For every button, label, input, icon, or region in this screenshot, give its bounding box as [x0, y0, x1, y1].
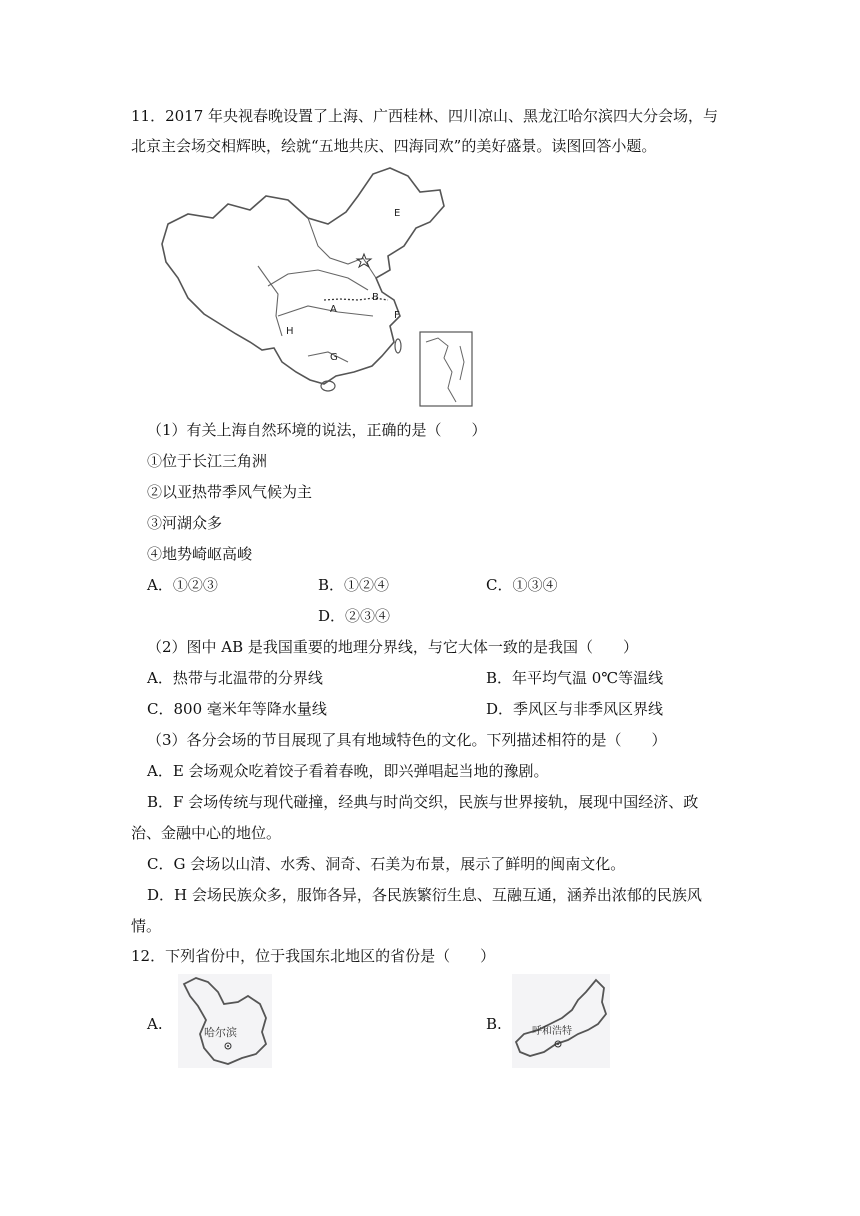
- boundary-line: [308, 352, 348, 362]
- china-map-figure: [158, 166, 478, 410]
- q11-sub1-item2: ②以亚热带季风气候为主: [147, 483, 313, 501]
- q11-sub2-option-d: D．季风区与非季风区界线: [486, 700, 664, 718]
- q11-sub3-option-b-line1: B．F 会场传统与现代碰撞，经典与时尚交织，民族与世界接轨，展现中国经济、政: [147, 793, 699, 811]
- map-label-a: A: [330, 304, 337, 315]
- map-label-e: E: [394, 208, 401, 219]
- south-china-sea-inset: [420, 332, 472, 406]
- q11-sub2-option-a: A．热带与北温带的分界线: [147, 669, 323, 687]
- china-outline: [162, 168, 444, 384]
- harbin-label: 哈尔滨: [204, 1026, 237, 1039]
- q11-stem-line1: 11．2017 年央视春晚设置了上海、广西桂林、四川凉山、黑龙江哈尔滨四大分会场，与: [131, 107, 719, 125]
- inner-mongolia-map-thumbnail: [512, 974, 610, 1068]
- q11-sub3-option-a: A．E 会场观众吃着饺子看着春晚，即兴弹唱起当地的豫剧。: [147, 762, 549, 780]
- boundary-line: [258, 266, 282, 336]
- q11-sub1-option-b: B．①②④: [318, 576, 390, 594]
- q11-sub2-option-c: C．800 毫米年等降水量线: [147, 700, 327, 718]
- china-map-svg: [158, 166, 478, 410]
- q11-sub1-option-d: D．②③④: [318, 607, 391, 625]
- q11-sub1-item1: ①位于长江三角洲: [147, 452, 268, 470]
- q12-stem: 12．下列省份中，位于我国东北地区的省份是（ ）: [131, 947, 496, 965]
- boundary-line: [278, 306, 373, 316]
- map-label-f: F: [394, 310, 400, 321]
- q11-sub1-item4: ④地势崎岖高峻: [147, 545, 253, 563]
- q12-option-a-label: A.: [147, 1015, 163, 1033]
- q11-sub1-option-c: C．①③④: [486, 576, 558, 594]
- hainan-island: [321, 381, 335, 391]
- q11-sub3-question: （3）各分会场的节目展现了具有地域特色的文化。下列描述相符的是（ ）: [147, 731, 667, 749]
- q11-sub3-option-b-line2: 治、金融中心的地位。: [131, 824, 282, 842]
- boundary-line: [268, 270, 368, 290]
- q11-stem-line2: 北京主会场交相辉映，绘就“五地共庆、四海同欢”的美好盛景。读图回答小题。: [131, 137, 657, 155]
- boundary-line: [308, 218, 376, 278]
- q11-sub1-item3: ③河湖众多: [147, 514, 223, 532]
- q11-sub2-option-b: B．年平均气温 0℃等温线: [486, 669, 664, 687]
- taiwan-island: [395, 339, 401, 353]
- hohhot-label: 呼和浩特: [532, 1026, 572, 1037]
- heilongjiang-map-thumbnail: [178, 974, 272, 1068]
- q11-sub3-option-d-line1: D．H 会场民族众多，服饰各异，各民族繁衍生息、互融互通，涵养出浓郁的民族风: [147, 886, 702, 904]
- q12-option-b-label: B.: [486, 1015, 502, 1033]
- map-label-h: H: [286, 326, 294, 337]
- inner-mongolia-map-svg: [512, 974, 610, 1068]
- heilongjiang-map-svg: [178, 974, 272, 1068]
- q11-sub1-question: （1）有关上海自然环境的说法，正确的是（ ）: [147, 421, 487, 439]
- map-label-b: B: [372, 292, 379, 303]
- map-label-g: G: [330, 352, 338, 363]
- q11-sub3-option-d-line2: 情。: [131, 917, 162, 935]
- q11-sub1-option-a: A．①②③: [147, 576, 218, 594]
- q11-sub2-question: （2）图中 AB 是我国重要的地理分界线，与它大体一致的是我国（ ）: [147, 638, 638, 656]
- q11-sub3-option-c: C．G 会场以山清、水秀、洞奇、石美为布景，展示了鲜明的闽南文化。: [147, 855, 626, 873]
